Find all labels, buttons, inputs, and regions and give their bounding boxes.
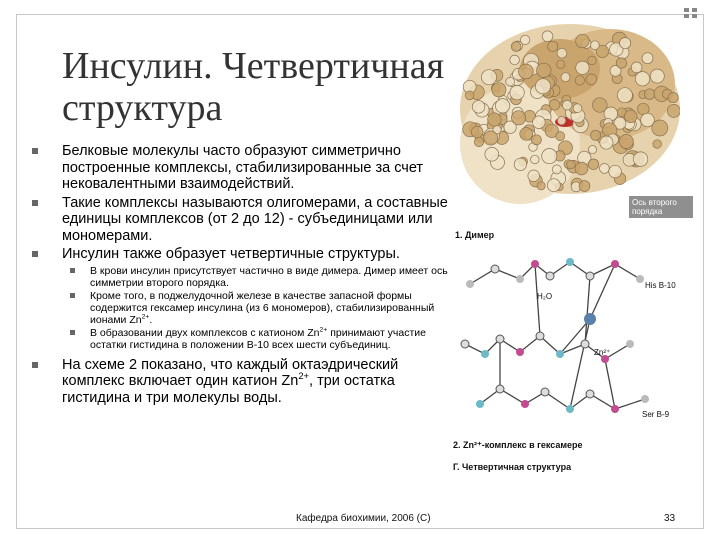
page-title bbox=[62, 45, 462, 129]
bullet-marker bbox=[32, 148, 38, 154]
sphere bbox=[488, 113, 501, 126]
footer-text: Кафедра биохимии, 2006 (С) bbox=[296, 513, 431, 524]
sphere bbox=[471, 126, 483, 138]
sphere bbox=[537, 63, 551, 77]
sphere bbox=[520, 35, 529, 44]
sphere bbox=[531, 155, 540, 164]
sub-bullet-item: В образовании двух комплексов с катионом $Zn^{2+}$ принимают участие остатки гистидина в положении В-10 всех шести субъединиц. bbox=[32, 327, 462, 351]
sphere bbox=[465, 91, 474, 100]
sphere bbox=[642, 53, 653, 64]
sphere bbox=[591, 130, 601, 140]
sphere bbox=[617, 88, 632, 103]
bullet-list bbox=[32, 143, 462, 408]
sphere bbox=[588, 146, 596, 154]
water-label: H₂O bbox=[537, 292, 553, 301]
axis-label: Ось второго порядка bbox=[629, 196, 693, 218]
sphere bbox=[537, 182, 545, 190]
title-line-2: структура bbox=[62, 87, 223, 129]
bullet-marker bbox=[32, 200, 38, 206]
corner-marks bbox=[684, 8, 700, 20]
sphere bbox=[620, 38, 631, 49]
sphere bbox=[506, 77, 515, 86]
sphere bbox=[633, 152, 647, 166]
zn-complex-model bbox=[465, 262, 645, 409]
sphere bbox=[625, 110, 638, 123]
his-label: His B-10 bbox=[645, 281, 676, 290]
sphere bbox=[562, 100, 572, 110]
sphere bbox=[567, 160, 576, 169]
sub-bullet-item: В крови инсулин присутствует частично в виде димера. Димер имеет ось симметрии второго порядка. bbox=[32, 265, 462, 289]
sphere bbox=[533, 116, 546, 129]
sphere bbox=[575, 162, 588, 175]
page-number: 33 bbox=[664, 513, 676, 524]
sphere bbox=[644, 89, 655, 100]
sphere bbox=[586, 74, 597, 85]
sphere bbox=[573, 104, 582, 113]
sphere bbox=[576, 61, 589, 74]
sphere bbox=[495, 99, 509, 113]
sphere bbox=[588, 159, 599, 170]
sphere bbox=[556, 132, 565, 141]
bullet-item: Инсулин также образует четвертичные структуры. bbox=[32, 246, 462, 263]
sphere bbox=[588, 56, 597, 65]
sphere bbox=[531, 135, 541, 145]
ser-label: Ser B-9 bbox=[642, 410, 670, 419]
sphere bbox=[561, 73, 570, 82]
sphere bbox=[635, 72, 649, 86]
sphere bbox=[600, 136, 613, 149]
sphere bbox=[653, 140, 662, 149]
sphere bbox=[485, 147, 499, 161]
sphere bbox=[668, 93, 678, 103]
sphere bbox=[557, 60, 565, 68]
sphere bbox=[535, 79, 550, 94]
sub-bullet-item: Кроме того, в поджелудочной железе в качестве запасной формы содержится гексамер инсулина (из 6 мономеров), стабилизированный ионами $Zn^{2+}$. bbox=[32, 290, 462, 326]
sub-bullet-marker bbox=[70, 330, 75, 335]
sphere bbox=[542, 31, 553, 42]
sphere bbox=[519, 64, 534, 79]
sphere bbox=[481, 70, 496, 85]
complex-label: 2. Zn²⁺-комплекс в гексамере bbox=[453, 440, 583, 450]
sphere bbox=[520, 128, 533, 141]
dimer-label: 1. Димер bbox=[455, 230, 495, 240]
sphere bbox=[510, 55, 520, 65]
sphere bbox=[514, 158, 526, 170]
sphere bbox=[552, 165, 561, 174]
quaternary-label: Г. Четвертичная структура bbox=[453, 462, 572, 472]
bullet-marker bbox=[32, 362, 38, 368]
sphere bbox=[510, 85, 524, 99]
sphere bbox=[609, 165, 622, 178]
molecule-drawings bbox=[440, 14, 680, 492]
sphere bbox=[579, 181, 590, 192]
insulin-figure bbox=[440, 14, 680, 492]
sphere bbox=[593, 98, 608, 113]
sub-bullet-marker bbox=[70, 268, 75, 273]
sphere bbox=[511, 42, 521, 52]
bullet-item: Белковые молекулы часто образуют симметрично построенные комплексы, стабилизированные за счет нековалентными взаимодействий. bbox=[32, 143, 462, 193]
sphere bbox=[512, 111, 526, 125]
sphere bbox=[492, 83, 506, 97]
sphere bbox=[575, 76, 584, 85]
sphere bbox=[542, 149, 557, 164]
sphere bbox=[616, 58, 626, 68]
sphere bbox=[652, 120, 668, 136]
sphere bbox=[528, 170, 540, 182]
sphere bbox=[547, 179, 560, 192]
sub-bullet-marker bbox=[70, 293, 75, 298]
sphere bbox=[631, 62, 642, 73]
sphere bbox=[650, 69, 664, 83]
title-line-1: Инсулин. Четвертичная bbox=[62, 45, 445, 87]
sphere bbox=[667, 104, 680, 117]
sphere bbox=[557, 116, 565, 124]
sphere bbox=[474, 137, 483, 146]
sphere bbox=[591, 41, 600, 50]
sphere bbox=[472, 101, 485, 114]
sphere bbox=[548, 41, 558, 51]
sphere bbox=[484, 131, 498, 145]
sphere bbox=[576, 34, 590, 48]
sphere bbox=[600, 164, 610, 174]
bullet-item: На схеме 2 показано, что каждый октаэдрический комплекс включает один катион $Zn^{2+}$, три остатка гистидина и три молекулы воды. bbox=[32, 357, 462, 407]
bullet-item: Такие комплексы называются олигомерами, а составные единицы комплексов (от 2 до 12) - субъединицами или мономерами. bbox=[32, 195, 462, 245]
dimer-sphere-model bbox=[460, 24, 680, 204]
bullet-marker bbox=[32, 251, 38, 257]
sphere bbox=[557, 48, 567, 58]
zn-label: Zn²⁺ bbox=[594, 348, 611, 357]
sphere bbox=[619, 135, 633, 149]
atoms bbox=[461, 258, 649, 413]
